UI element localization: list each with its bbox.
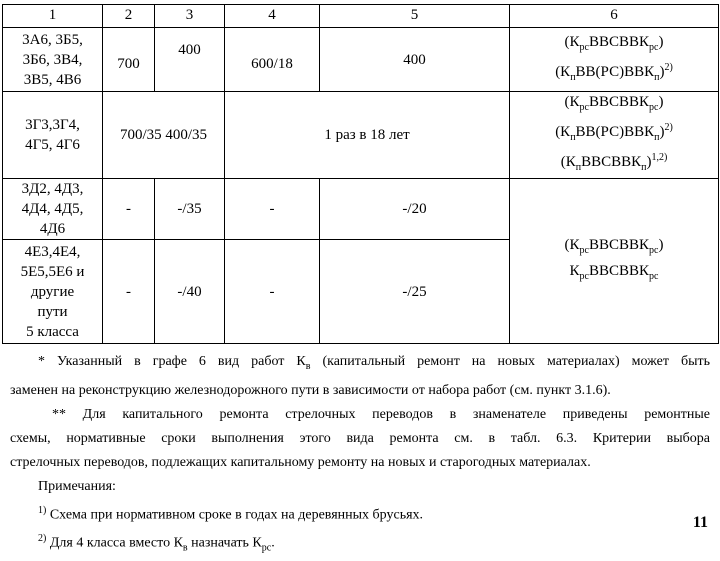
header-cell-5: 5 (320, 5, 510, 28)
header-cell-3: 3 (155, 5, 225, 28)
track-classes-cell (3, 28, 103, 92)
header-cell-4: 4 (225, 5, 320, 28)
note-2: $^{2)}$ Для 4 класса вместо $К_в$ назначать $К_{рс}$. (38, 533, 275, 554)
page-number: 11 (692, 514, 708, 531)
col2-3-cell: 700/35 400/35 (103, 92, 225, 179)
cell-line: 3Д2, 4Д3, (21, 181, 84, 197)
work-type-line: $(К_{рс}ВВСВВК_{рс})$ (564, 94, 664, 113)
col2-cell: 700 (103, 28, 155, 92)
header-cell-6: 6 (510, 5, 719, 28)
col5-cell: 400 (320, 28, 510, 92)
table-row (3, 28, 719, 92)
footnote-star2-line3: стрелочных переводов, подлежащих капитальному ремонту на новых и старогодных материалах. (10, 454, 591, 470)
footnote-star2-line2: схемы, нормативные сроки выполнения этого вида ремонта см. в табл. 6.3. Критерии выбора (10, 430, 710, 446)
footnote-star2-line1: ** Для капитального ремонта стрелочных переводов в знаменателе приведены ремонтные (52, 406, 710, 422)
cell-line: 3В5, 4В6 (23, 71, 82, 88)
col4-5-cell: 1 раз в 18 лет (225, 92, 510, 179)
cell-line: 4Д4, 4Д5, (21, 201, 84, 217)
cell-line: 3А6, 3Б5, (22, 31, 83, 48)
table-row (3, 179, 719, 240)
note-1: $^{1)}$ Схема при нормативном сроке в годах на деревянных брусьях. (38, 504, 424, 523)
cell-line: другие (30, 283, 75, 300)
header-cell-2: 2 (103, 5, 155, 28)
work-type-line: $(К_пВВ(РС)ВВК_п)^{2)}$ (555, 61, 673, 83)
col3-cell: 400 (155, 28, 225, 92)
footnote-star1-line2: заменен на реконструкцию железнодорожного пути в зависимости от набора работ (см. пункт 3.1.6). (10, 382, 611, 398)
cell-line: пути (37, 303, 68, 320)
col2-cell: - (103, 240, 155, 344)
col5-cell: -/25 (320, 240, 510, 344)
cell-line: 3Г3,3Г4, (25, 117, 80, 133)
header-cell-1: 1 (3, 5, 103, 28)
notes-title: Примечания: (38, 478, 116, 494)
header-row (3, 5, 719, 28)
work-type-cell (510, 92, 719, 179)
repair-norms-table (2, 4, 719, 344)
col3-cell: -/40 (155, 240, 225, 344)
footnote-star1-line1: * Указанный в графе 6 вид работ $К_в$ (капитальный ремонт на новых материалах) может быть (38, 354, 710, 372)
cell-line: 5 класса (26, 323, 79, 340)
col4-cell: - (225, 179, 320, 240)
col4-cell: 600/18 (225, 28, 320, 92)
work-type-line: $(К_пВВ(РС)ВВК_п)^{2)}$ (555, 122, 673, 143)
track-classes-cell (3, 240, 103, 344)
cell-line: 3Б6, 3В4, (22, 51, 83, 68)
cell-line: 5Е5,5Е6 и (20, 263, 85, 280)
work-type-cell (510, 28, 719, 92)
work-type-line: $(К_{рс}ВВСВВК_{рс})$ (564, 237, 664, 256)
track-classes-cell (3, 92, 103, 179)
footnotes (10, 350, 710, 561)
table-row (3, 92, 719, 179)
work-type-cell (510, 179, 719, 344)
col3-cell: -/35 (155, 179, 225, 240)
work-type-line: $К_{рс}ВВСВВК_{рс}$ (569, 263, 659, 282)
work-type-line: $(К_{рс}ВВСВВК_{рс})$ (564, 33, 664, 53)
track-classes-cell (3, 179, 103, 240)
work-type-line: $(К_пВВСВВК_п)^{1,2)}$ (560, 152, 668, 173)
cell-line: 4Г5, 4Г6 (25, 137, 80, 153)
col5-cell: -/20 (320, 179, 510, 240)
col2-cell: - (103, 179, 155, 240)
col4-cell: - (225, 240, 320, 344)
cell-line: 4Е3,4Е4, (24, 243, 81, 260)
cell-line: 4Д6 (39, 221, 66, 237)
